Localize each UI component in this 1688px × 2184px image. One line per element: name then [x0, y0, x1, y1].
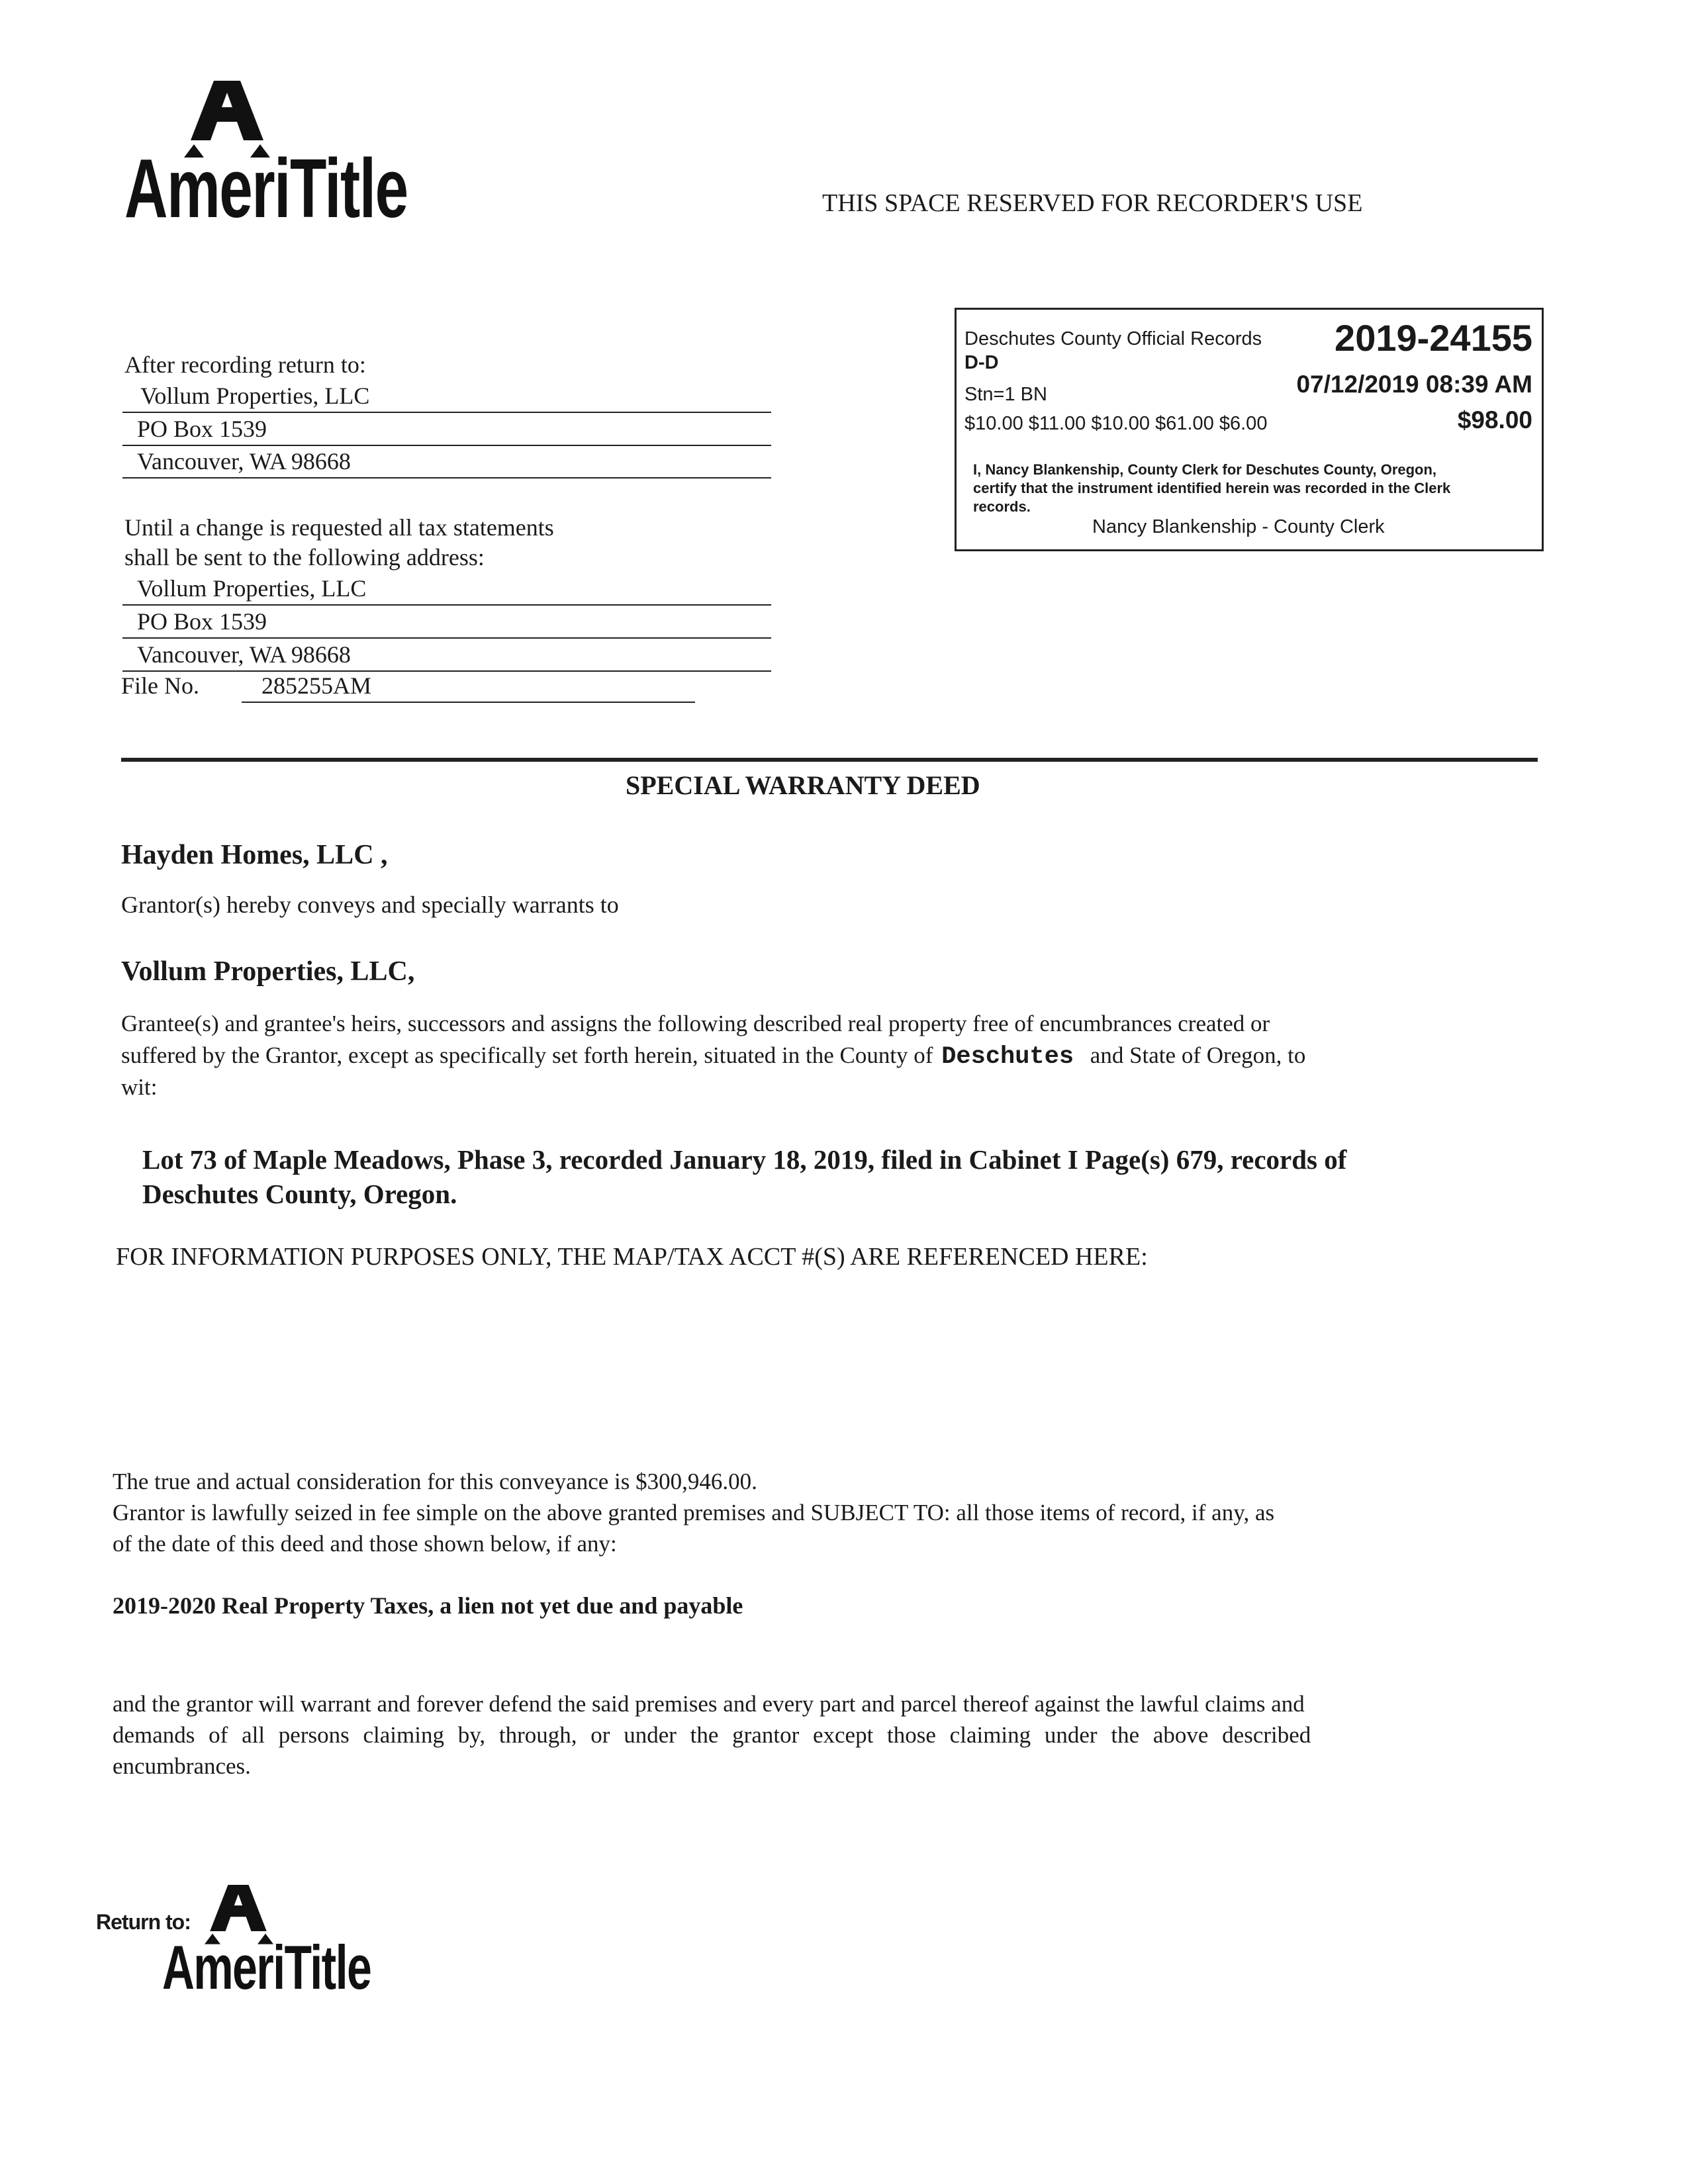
return-to-address1-text: PO Box 1539 — [137, 416, 267, 442]
warrant-line2: demands of all persons claiming by, through, or under the grantor except those claiming under the above described — [113, 1722, 1311, 1748]
conveys-text: Grantor(s) hereby conveys and specially warrants to — [121, 891, 619, 918]
section-divider — [121, 758, 1538, 762]
tax-statements-label-1: Until a change is requested all tax statements — [124, 514, 554, 541]
recorder-doc-type: D-D — [964, 352, 999, 373]
recorder-office: Deschutes County Official Records — [964, 328, 1262, 349]
warrant-line1: and the grantor will warrant and forever defend the said premises and every part and parcel thereof against the lawful claims and — [113, 1691, 1305, 1717]
county-name: Deschutes — [941, 1043, 1074, 1071]
footer-return-to-logo — [96, 1885, 400, 2004]
return-to-name-text: Vollum Properties, LLC — [140, 383, 370, 409]
file-number-row — [121, 670, 199, 702]
return-to-name — [122, 380, 771, 413]
tax-address1 — [122, 606, 771, 639]
recorder-fees: $10.00 $11.00 $10.00 $61.00 $6.00 — [964, 413, 1268, 434]
tax-address1-text: PO Box 1539 — [137, 608, 267, 635]
footer-amerititle-a-icon — [210, 1885, 267, 1931]
tax-address2-text: Vancouver, WA 98668 — [137, 641, 351, 668]
file-number-label: File No. — [121, 672, 200, 699]
grantee-para-line2-a: suffered by the Grantor, except as specifically set forth herein, situated in the County of — [121, 1042, 933, 1068]
amerititle-logo — [124, 81, 429, 235]
tax-name-text: Vollum Properties, LLC — [137, 575, 367, 602]
recorder-stamp-box — [955, 308, 1544, 551]
return-to-label: After recording return to: — [124, 351, 366, 378]
recorder-signature: Nancy Blankenship - County Clerk — [1092, 516, 1385, 537]
tax-name — [122, 572, 771, 606]
grantee-para-line1: Grantee(s) and grantee's heirs, successors and assigns the following described real property free of encumbrances created or — [121, 1011, 1270, 1036]
return-to-address1 — [122, 413, 771, 446]
tax-address2 — [122, 639, 771, 672]
legal-description-line1: Lot 73 of Maple Meadows, Phase 3, recorded January 18, 2019, filed in Cabinet I Page(s) 679, records of — [142, 1144, 1347, 1175]
amerititle-a-icon — [191, 81, 263, 140]
recorder-cert-3: records. — [973, 498, 1031, 515]
recorder-total: $98.00 — [1457, 406, 1532, 433]
recorder-reserved-label: THIS SPACE RESERVED FOR RECORDER'S USE — [822, 189, 1363, 217]
recorder-cert-1: I, Nancy Blankenship, County Clerk for Deschutes County, Oregon, — [973, 461, 1437, 478]
seized-line2: of the date of this deed and those shown below, if any: — [113, 1531, 617, 1557]
recorder-record-number: 2019-24155 — [1335, 317, 1532, 359]
recorder-datetime: 07/12/2019 08:39 AM — [1296, 371, 1532, 398]
info-purposes-text: FOR INFORMATION PURPOSES ONLY, THE MAP/TAX ACCT #(S) ARE REFERENCED HERE: — [116, 1243, 1148, 1271]
deed-title: SPECIAL WARRANTY DEED — [626, 770, 980, 800]
grantee-para-line2-c: and State of Oregon, to — [1090, 1042, 1306, 1068]
return-to-address2 — [122, 445, 771, 478]
consideration-text: The true and actual consideration for this conveyance is $300,946.00. — [113, 1469, 757, 1494]
file-number-value — [242, 670, 695, 703]
amerititle-logo-text: AmeriTitle — [124, 142, 408, 235]
footer-return-to-label: Return to: — [96, 1910, 191, 1934]
seized-line1: Grantor is lawfully seized in fee simple on the above granted premises and SUBJECT TO: all those items of record, if any, as — [113, 1500, 1275, 1525]
grantee-para-line2 — [121, 1040, 1305, 1073]
return-to-address2-text: Vancouver, WA 98668 — [137, 448, 351, 475]
warrant-line3: encumbrances. — [113, 1753, 251, 1779]
recorder-cert-2: certify that the instrument identified herein was recorded in the Clerk — [973, 480, 1451, 496]
recorder-station: Stn=1 BN — [964, 384, 1047, 405]
grantee-name: Vollum Properties, LLC, — [121, 956, 415, 987]
legal-description-line2: Deschutes County, Oregon. — [142, 1179, 457, 1209]
footer-amerititle-logo-text: AmeriTitle — [162, 1933, 371, 2002]
file-number-text: 285255AM — [261, 672, 372, 699]
grantor-name: Hayden Homes, LLC , — [121, 840, 388, 870]
taxes-exception: 2019-2020 Real Property Taxes, a lien not yet due and payable — [113, 1592, 743, 1619]
grantee-para-line3: wit: — [121, 1074, 158, 1100]
tax-statements-label-2: shall be sent to the following address: — [124, 544, 485, 570]
